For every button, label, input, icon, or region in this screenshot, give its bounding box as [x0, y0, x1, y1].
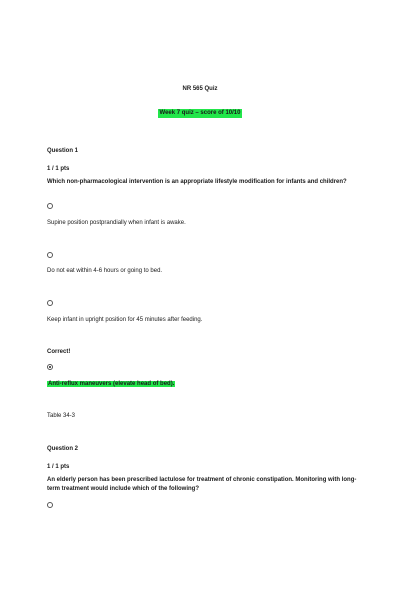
- question-2-text: An elderly person has been prescribed lactulose for treatment of chronic constipation. Monitoring with long-term treatment would include which of the following?: [47, 477, 357, 492]
- quiz-score-highlight: Week 7 quiz – score of 10/10: [159, 110, 241, 116]
- question-2-points: 1 / 1 pts: [47, 464, 70, 470]
- question-1-option-2-text: Do not eat within 4-6 hours or going to bed.: [47, 268, 163, 274]
- question-2-option-1-radio[interactable]: [47, 502, 53, 508]
- question-2-label: Question 2: [47, 446, 79, 452]
- correct-label: Correct!: [47, 349, 71, 355]
- question-1-text: Which non-pharmacological intervention is an appropriate lifestyle modification for infants and children?: [47, 179, 347, 185]
- question-1-correct-answer: Anti-reflux maneuvers (elevate head of bed).: [48, 381, 175, 387]
- question-1-correct-radio[interactable]: [47, 364, 53, 370]
- question-1-option-3-text: Keep infant in upright position for 45 minutes after feeding.: [47, 317, 203, 323]
- question-1-label: Question 1: [47, 148, 79, 154]
- question-1-correct-answer-line: [47, 380, 367, 389]
- subtitle-wrap: [0, 101, 400, 119]
- question-1-reference: Table 34-3: [47, 413, 76, 419]
- question-1-option-1-text: Supine position postprandially when infant is awake.: [47, 220, 186, 226]
- question-1-option-2-radio[interactable]: [47, 252, 53, 258]
- question-1-points: 1 / 1 pts: [47, 166, 70, 172]
- question-1-option-1-radio[interactable]: [47, 203, 53, 209]
- question-1-option-3-radio[interactable]: [47, 300, 53, 306]
- document-title: NR 565 Quiz: [182, 86, 218, 92]
